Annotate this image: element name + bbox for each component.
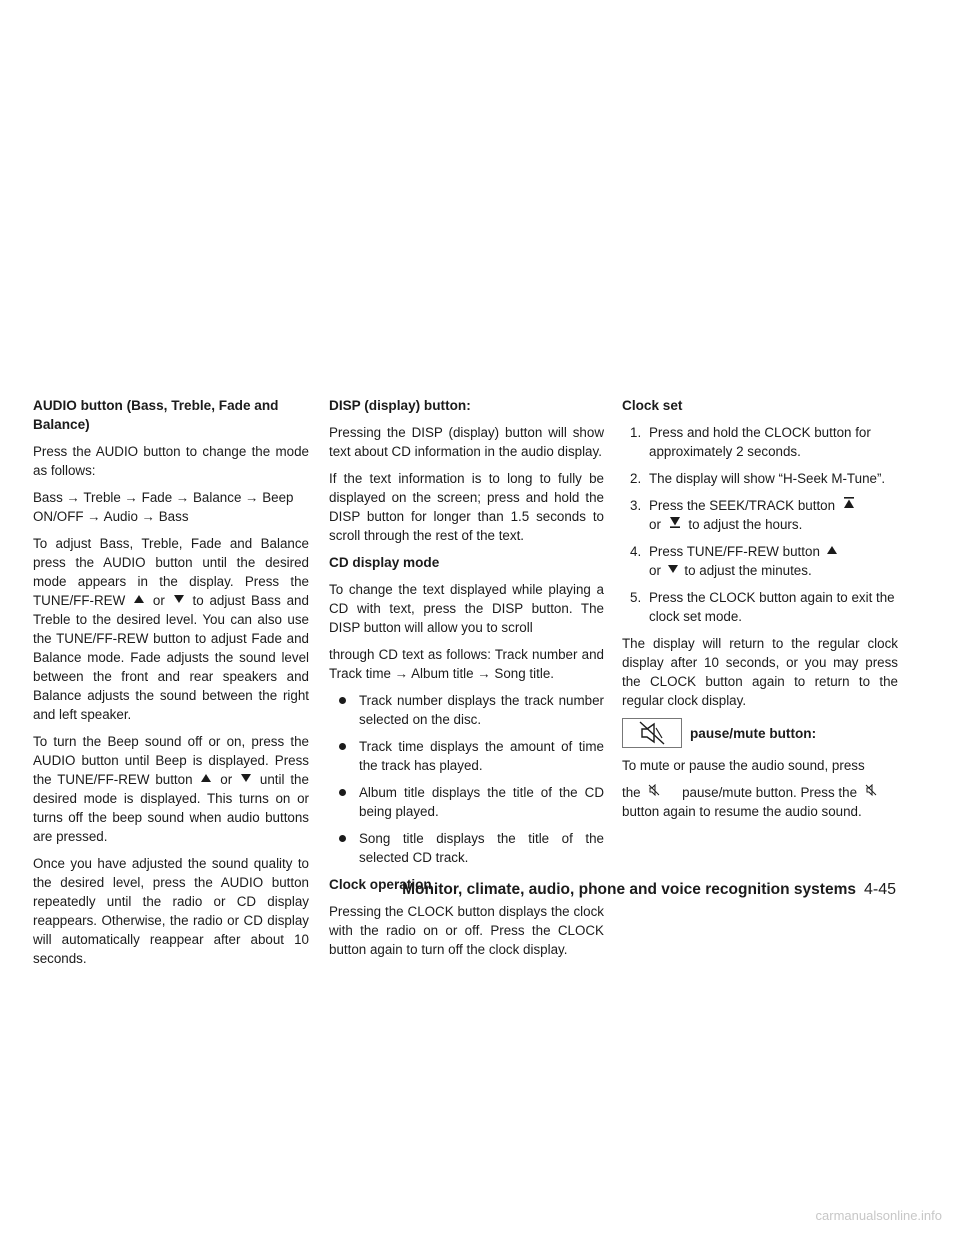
paragraph: To mute or pause the audio sound, press [622,758,865,773]
heading-clock-set: Clock set [622,398,683,413]
pause-mute-icon [622,718,682,748]
paragraph: Bass → Treble → Fade → Balance → Beep ON/OFF → Audio → Bass [33,490,294,524]
paragraph: Press the AUDIO button to change the mode as follows: [33,444,309,478]
paragraph: the pause/mute button. Press the button again to resume the audio sound. [622,783,898,821]
heading-pause-mute: pause/mute button: [690,725,817,741]
heading-clock-operation: Clock operation [329,877,432,892]
heading-cd-display-mode: CD display mode [329,555,440,570]
list-item: 4. Press TUNE/FF-REW button or to adjust the minutes. [622,542,898,580]
watermark: carmanualsonline.info [815,1208,942,1223]
heading-audio-button: AUDIO button (Bass, Treble, Fade and Balance) [33,398,279,432]
list-item: Album title displays the title of the CD being played. [329,783,604,821]
paragraph: To adjust Bass, Treble, Fade and Balance press the AUDIO button until the desired mode appears in the display. Press the TUNE/FF-REW or to adjust Bass and Treble to the desired level. You can also use the TUNE/FF-REW button to adjust Fade and Balance mode. Fade adjusts the sound level between the front and rear speakers and Balance adjusts the sound between the right and left speaker. [33,536,309,722]
seek-up-icon [843,497,855,509]
mute-icon [648,784,660,796]
list-item: Song title displays the title of the selected CD track. [329,829,604,867]
column-1 [33,396,309,976]
paragraph: If the text information is to long to fully be displayed on the screen; press and hold the DISP button for longer than 1.5 seconds to scroll through the rest of the text. [329,471,604,543]
list-item: 3. Press the SEEK/TRACK button or to adjust the hours. [622,496,898,534]
bullet-icon [339,835,346,842]
mute-icon [865,784,877,796]
paragraph: Once you have adjusted the sound quality to the desired level, press the AUDIO button repeatedly until the radio or CD display reappears. Otherwise, the radio or CD display will automatically reappear after about 10 seconds. [33,856,309,966]
heading-disp-button: DISP (display) button: [329,398,471,413]
list-item: Track time displays the amount of time the track has played. [329,737,604,775]
paragraph: Pressing the CLOCK button displays the clock with the radio on or off. Press the CLOCK button again to turn off the clock display. [329,904,604,957]
list-item: 5. Press the CLOCK button again to exit the clock set mode. [630,590,895,624]
paragraph: To change the text displayed while playing a CD with text, press the DISP button. The DISP button will allow you to scroll [329,582,604,635]
paragraph: through CD text as follows: Track number and Track time → Album title → Song title. [329,647,604,681]
pause-mute-heading-row [622,718,898,748]
tune-down-icon [174,595,184,603]
paragraph: The display will return to the regular clock display after 10 seconds, or you may press the CLOCK button again to return to the regular clock display. [622,636,898,708]
bullet-icon [339,697,346,704]
bullet-icon [339,743,346,750]
tune-down-icon [668,565,678,573]
tune-up-icon [827,546,837,554]
bullet-icon [339,789,346,796]
list-item: 2. The display will show “H-Seek M-Tune”. [630,471,886,486]
tune-up-icon [134,595,144,603]
seek-down-icon [669,516,681,528]
section-title: Monitor, climate, audio, phone and voice recognition systems [402,881,856,898]
tune-down-icon [241,774,251,782]
list-item: 1. Press and hold the CLOCK button for approximately 2 seconds. [630,425,871,459]
tune-up-icon [201,774,211,782]
page-footer [396,881,896,899]
paragraph: To turn the Beep sound off or on, press the AUDIO button until Beep is displayed. Press the TUNE/FF-REW button or until the desired mode is displayed. This turns on or turns off the beep sound when audio buttons are pressed. [33,734,309,844]
paragraph: Pressing the DISP (display) button will show text about CD information in the audio display. [329,425,604,459]
list-item: Track number displays the track number selected on the disc. [329,691,604,729]
page-number: 4-45 [863,881,896,898]
column-3 [622,396,898,829]
